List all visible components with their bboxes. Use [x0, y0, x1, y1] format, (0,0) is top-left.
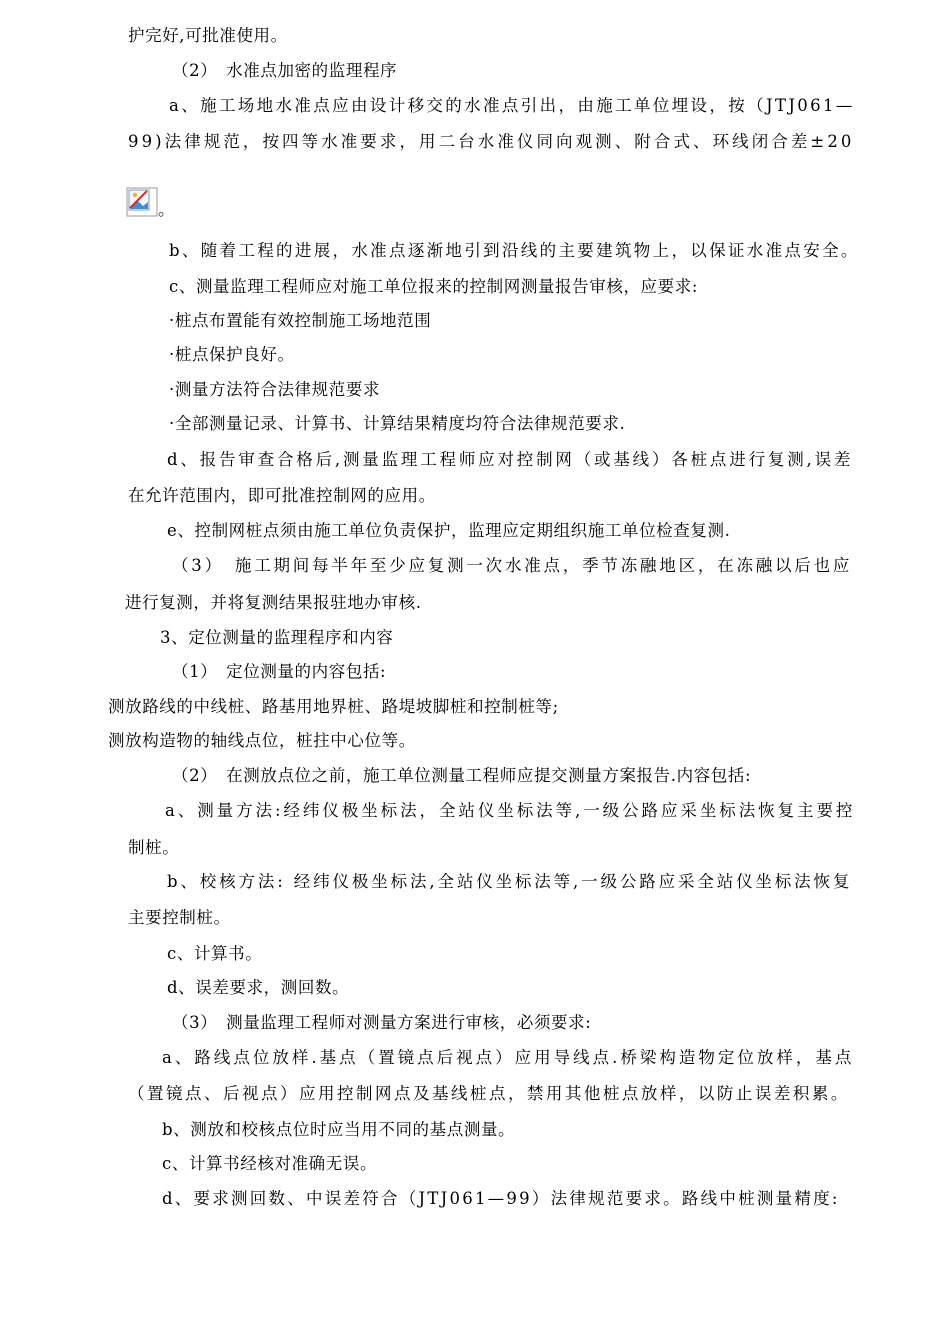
text-line: 在允许范围内，即可批准控制网的应用。 — [128, 486, 436, 505]
text-line: a、测量方法:经纬仪极坐标法，全站仪坐标法等,一级公路应采坐标法恢复主要控 — [165, 801, 856, 820]
text-line: b、随着工程的进展，水准点逐渐地引到沿线的主要建筑物上，以保证水准点安全。 — [169, 241, 860, 260]
text-line: b、测放和校核点位时应当用不同的基点测量。 — [162, 1120, 516, 1139]
text-line: e、控制网桩点须由施工单位负责保护，监理应定期组织施工单位检查复测. — [167, 521, 731, 540]
text-line: a、施工场地水准点应由设计移交的水准点引出，由施工单位埋设，按（JTJ061— — [169, 96, 855, 115]
text-line: d、报告审查合格后,测量监理工程师应对控制网（或基线）各桩点进行复测,误差 — [167, 450, 854, 469]
text-line: （2） 水准点加密的监理程序 — [172, 61, 398, 80]
text-line: c、计算书经核对准确无误。 — [162, 1154, 378, 1173]
text-line: 测放构造物的轴线点位，桩拄中心位等。 — [108, 731, 416, 750]
broken-image-icon — [126, 187, 158, 217]
text-line: d、要求测回数、中误差符合（JTJ061—99）法律规范要求。路线中桩测量精度: — [162, 1189, 840, 1208]
text-line: （3） 施工期间每半年至少应复测一次水准点，季节冻融地区，在冻融以后也应 — [172, 556, 853, 575]
text-line: c、测量监理工程师应对施工单位报来的控制网测量报告审核，应要求: — [169, 277, 698, 296]
text-line: d、误差要求，测回数。 — [167, 978, 350, 997]
text-line: （3） 测量监理工程师对测量方案进行审核，必须要求: — [172, 1013, 592, 1032]
text-line: ·桩点保护良好。 — [169, 345, 295, 364]
text-line: ·全部测量记录、计算书、计算结果精度均符合法律规范要求. — [169, 414, 626, 433]
text-line: c、计算书。 — [167, 944, 263, 963]
text-line: 。 — [158, 200, 176, 219]
text-line: 制桩。 — [128, 838, 180, 857]
text-line: ·桩点布置能有效控制施工场地范围 — [169, 311, 432, 330]
text-line: a、路线点位放样.基点（置镜点后视点）应用导线点.桥梁构造物定位放样，基点 — [162, 1048, 855, 1067]
text-line: 护完好,可批准使用。 — [128, 26, 288, 45]
text-line: （置镜点、后视点）应用控制网点及基线桩点，禁用其他桩点放样，以防止误差积累。 — [128, 1084, 850, 1103]
text-line: 测放路线的中线桩、路基用地界桩、路堤坡脚桩和控制桩等; — [108, 697, 559, 716]
text-line: ·测量方法符合法律规范要求 — [169, 380, 381, 399]
text-line: 99)法律规范，按四等水准要求，用二台水准仪同向观测、附合式、环线闭合差±20 — [128, 132, 855, 151]
text-line: b、校核方法: 经纬仪极坐标法,全站仪坐标法等,一级公路应采全站仪坐标法恢复 — [167, 872, 853, 891]
text-line: 进行复测，并将复测结果报驻地办审核. — [125, 593, 422, 612]
text-line: （2） 在测放点位之前，施工单位测量工程师应提交测量方案报告.内容包括: — [172, 766, 752, 785]
text-line: 主要控制桩。 — [128, 908, 231, 927]
text-line: （1） 定位测量的内容包括: — [172, 662, 387, 681]
text-line: 3、定位测量的监理程序和内容 — [160, 628, 394, 647]
